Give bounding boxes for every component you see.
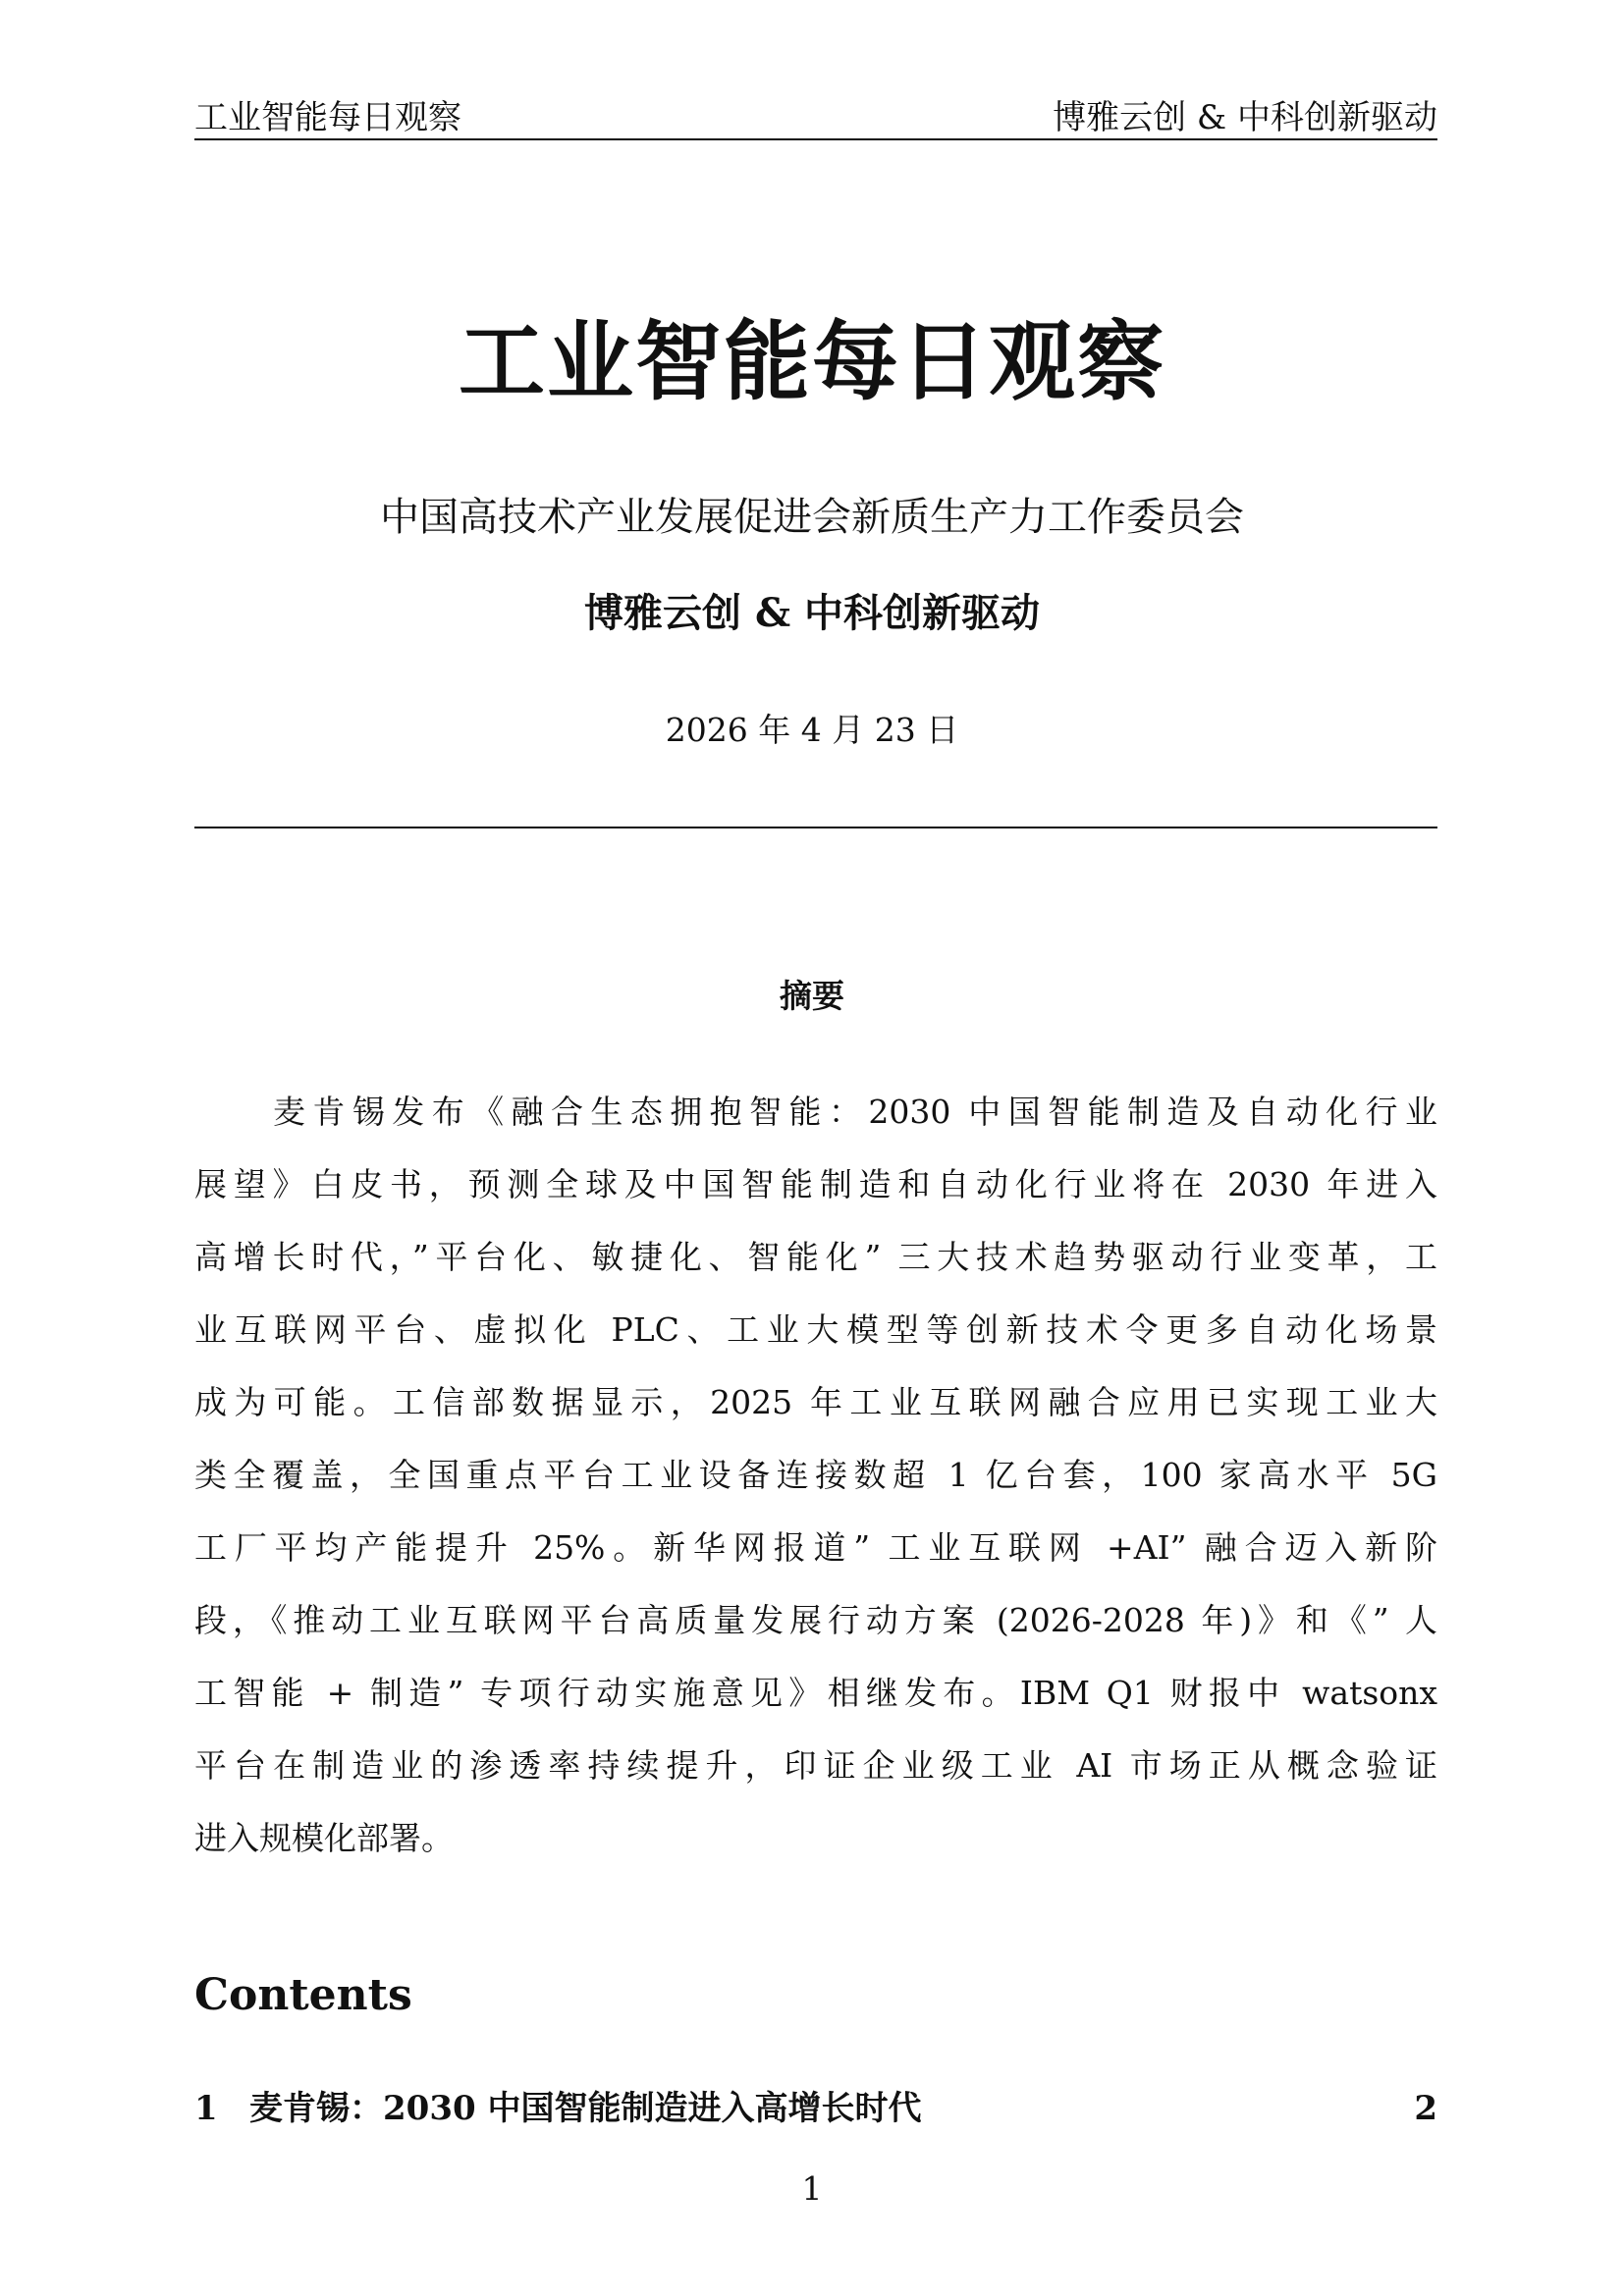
contents-heading: Contents <box>194 1970 412 2020</box>
abstract-heading: 摘要 <box>780 977 844 1015</box>
abstract-body <box>194 1076 1437 1875</box>
document-authors: 博雅云创 & 中科创新驱动 <box>584 590 1040 636</box>
toc-entry-number: 1 <box>194 2089 218 2128</box>
toc-entry[interactable] <box>194 2084 1437 2133</box>
page-number: 1 <box>801 2169 823 2208</box>
toc-entry-title[interactable]: 麦肯锡：2030 中国智能制造进入高增长时代 <box>249 2089 922 2128</box>
document-title: 工业智能每日观察 <box>458 310 1165 412</box>
title-rule <box>194 827 1437 828</box>
document-date: 2026 年 4 月 23 日 <box>665 711 959 749</box>
abstract-line: 成为可能。工信部数据显示，2025 年工业互联网融合应用已实现工业大 <box>194 1383 1437 1421</box>
running-header <box>194 86 1437 137</box>
header-rule <box>194 138 1437 140</box>
abstract-line: 工智能 + 制造” 专项行动实施意见》相继发布。IBM Q1 财报中 watsonx <box>194 1674 1437 1712</box>
abstract-line: 展望》白皮书，预测全球及中国智能制造和自动化行业将在 2030 年进入 <box>194 1165 1437 1203</box>
abstract-line: 高增长时代，”平台化、敏捷化、智能化” 三大技术趋势驱动行业变革，工 <box>194 1238 1437 1276</box>
running-header-right: 博雅云创 & 中科创新驱动 <box>1053 98 1437 137</box>
abstract-line: 平台在制造业的渗透率持续提升，印证企业级工业 AI 市场正从概念验证 <box>194 1746 1437 1785</box>
abstract-line: 麦肯锡发布《融合生态拥抱智能：2030 中国智能制造及自动化行业 <box>273 1093 1437 1131</box>
abstract-line: 工厂平均产能提升 25%。新华网报道” 工业互联网 +AI” 融合迈入新阶 <box>194 1528 1437 1567</box>
toc-entry-page[interactable]: 2 <box>1414 2089 1437 2128</box>
abstract-line: 类全覆盖，全国重点平台工业设备连接数超 1 亿台套，100 家高水平 5G <box>194 1456 1437 1494</box>
document-subtitle: 中国高技术产业发展促进会新质生产力工作委员会 <box>380 495 1244 540</box>
abstract-line: 段，《推动工业互联网平台高质量发展行动方案 (2026-2028 年)》和《” 人 <box>194 1601 1437 1639</box>
abstract-line: 进入规模化部署。 <box>194 1819 454 1857</box>
running-header-left: 工业智能每日观察 <box>194 98 461 137</box>
abstract-line: 业互联网平台、虚拟化 PLC、工业大模型等创新技术令更多自动化场景 <box>194 1310 1437 1349</box>
